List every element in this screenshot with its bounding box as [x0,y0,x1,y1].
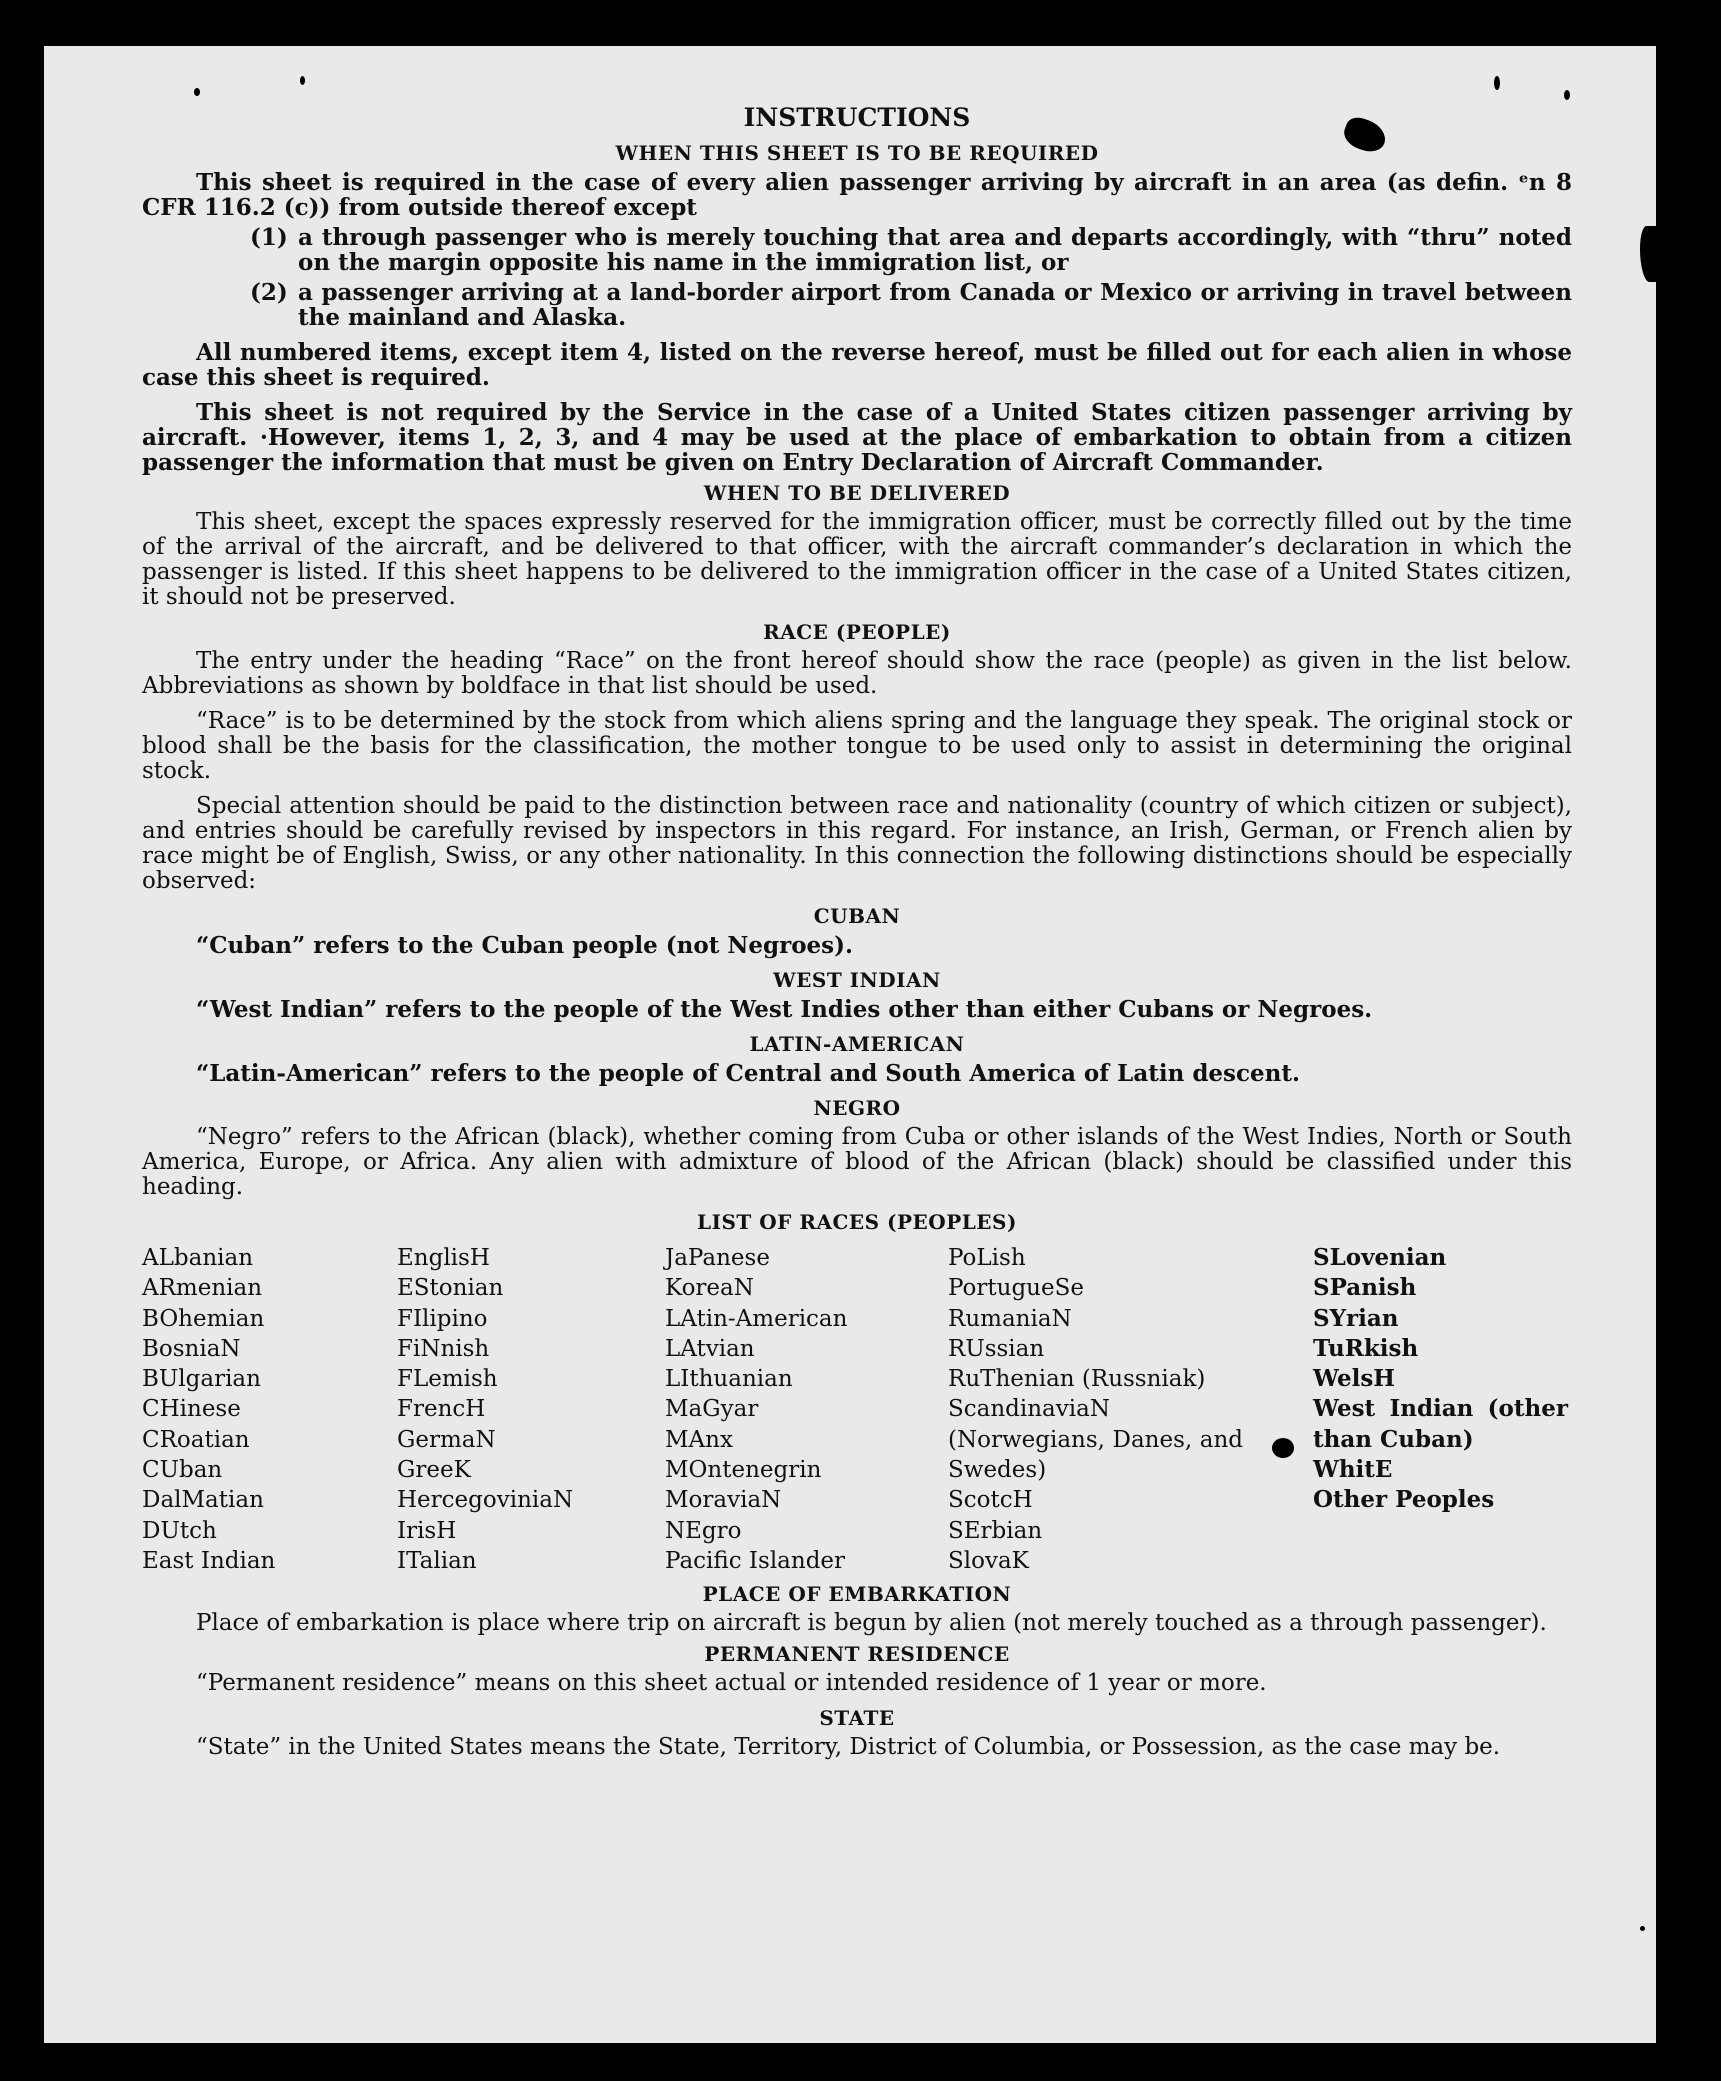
race-entry: DalMatian [142,1487,264,1514]
race-entry: MoraviaN [665,1487,782,1514]
race-entry: LAtin-American [665,1305,848,1332]
race-entry: MaGyar [665,1396,759,1423]
races-column-1 [142,1243,397,1576]
race-entry: West Indian (other than Cuban) [1313,1395,1568,1453]
section-heading-residence: PERMANENT RESIDENCE [704,1642,1010,1667]
race-para-3: Special attention should be paid to the distinction between race and nationality (country of which citizen or subject), and entries should be carefully revised by inspectors in this regard. For instance, an Irish, German, or French alien by race might be of English, Swiss, or any other nationality. In this connection the following distinctions should be especially observed: [142,793,1572,894]
exception-number: (1) [250,224,288,251]
race-entry: RumaniaN [948,1305,1072,1332]
race-entry: SYrian [1313,1304,1399,1332]
document-content [142,101,1572,1760]
section-heading-west-indian: WEST INDIAN [773,968,941,992]
required-para-citizen: This sheet is not required by the Service in the case of a United States citizen passenger arriving by aircraft. ·However, items 1, 2, 3, and 4 may be used at the place of embarkation to obtain from a citizen passenger the information that must be given on Entry Declaration of Aircraft Commander. [142,399,1572,476]
race-entry: Other Peoples [1313,1486,1495,1514]
race-entry: SLovenian [1313,1244,1447,1271]
race-entry: GreeK [397,1457,471,1484]
races-column-5 [1313,1243,1573,1576]
ink-speck [1494,76,1500,90]
race-entry: SErbian [948,1517,1043,1544]
race-para-2: “Race” is to be determined by the stock from which aliens spring and the language they speak. The original stock or blood shall be the basis for the classification, the mother tongue to be used only to assist in determining the original stock. [142,708,1572,784]
page-title: INSTRUCTIONS [743,103,971,132]
race-entry: RuThenian (Russniak) [948,1366,1206,1393]
races-column-4 [948,1243,1313,1576]
race-entry: ScandinaviaN (Norwegians, Danes, and Swedes) [948,1396,1243,1484]
race-para-1: The entry under the heading “Race” on the front hereof should show the race (people) as given in the list below. Abbreviations as shown by boldface in that list should be used. [142,648,1572,699]
exception-item [142,280,1572,330]
race-entry: MAnx [665,1426,733,1453]
race-entry: TuRkish [1313,1334,1419,1362]
race-entry: BUlgarian [142,1366,261,1393]
exception-item [142,225,1572,275]
section-heading-cuban: CUBAN [813,904,901,928]
race-entry: GermaN [397,1426,496,1453]
race-entry: FLemish [397,1366,498,1393]
section-heading-state: STATE [819,1706,895,1731]
race-entry: NEgro [665,1517,742,1544]
race-entry: JaPanese [665,1245,770,1271]
race-entry: Pacific Islander [665,1547,846,1574]
residence-text: “Permanent residence” means on this sheet actual or intended residence of 1 year or more. [196,1670,1267,1697]
section-heading-latin-american: LATIN-AMERICAN [749,1032,965,1056]
torn-edge-mark [1640,226,1656,282]
section-heading-negro: NEGRO [813,1096,901,1120]
race-entry: RUssian [948,1335,1045,1362]
race-entry: EStonian [397,1275,504,1302]
embarkation-text: Place of embarkation is place where trip on aircraft is begun by alien (not merely touched as a through passenger). [196,1610,1547,1637]
race-entry: FiNnish [397,1335,490,1362]
document-page [44,46,1656,2043]
race-entry: CUban [142,1457,223,1484]
race-entry: ITalian [397,1547,477,1574]
exception-number: (2) [250,279,288,306]
ink-speck [194,88,200,96]
west-indian-text: “West Indian” refers to the people of the West Indies other than either Cubans or Negroes. [196,996,1373,1023]
race-entry: LAtvian [665,1335,755,1362]
negro-text: “Negro” refers to the African (black), whether coming from Cuba or other islands of the West Indies, North or South America, Europe, or Africa. Any alien with admixture of blood of the African (black) should be classified under this heading. [142,1124,1572,1200]
race-entry: SlovaK [948,1547,1029,1574]
race-entry: ALbanian [142,1245,254,1271]
race-entry: FrencH [397,1396,486,1423]
race-entry: ScotcH [948,1487,1033,1514]
race-entry: FIlipino [397,1305,488,1332]
section-heading-when-delivered: WHEN TO BE DELIVERED [703,481,1011,505]
race-entry: MOntenegrin [665,1457,822,1484]
required-intro: This sheet is required in the case of every alien passenger arriving by aircraft in an area (as defin. ᵉn 8 CFR 116.2 (c)) from outside thereof except [142,169,1572,221]
race-entry: CRoatian [142,1426,250,1453]
exception-text: a through passenger who is merely touching that area and departs accordingly, with “thru” noted on the margin opposite his name in the immigration list, or [298,224,1572,276]
race-entry: IrisH [397,1517,457,1544]
delivered-text: This sheet, except the spaces expressly reserved for the immigration officer, must be correctly filled out by the time of the arrival of the aircraft, and be delivered to that officer, with the aircraft commander’s declaration in which the passenger is listed. If this sheet happens to be delivered to the immigration officer in the case of a United States citizen, it should not be preserved. [142,509,1572,610]
race-entry: HercegoviniaN [397,1487,574,1514]
ink-speck [1564,90,1570,100]
race-entry: ARmenian [142,1275,263,1302]
ink-speck [300,76,305,85]
section-heading-race: RACE (PEOPLE) [763,620,951,644]
section-heading-list-of-races: LIST OF RACES (PEOPLES) [697,1210,1017,1234]
section-heading-embarkation: PLACE OF EMBARKATION [702,1582,1012,1607]
race-entry: DUtch [142,1517,217,1544]
race-entry: KoreaN [665,1275,754,1302]
race-entry: SPanish [1313,1274,1417,1302]
cuban-text: “Cuban” refers to the Cuban people (not Negroes). [196,932,854,959]
required-para-numbered-items: All numbered items, except item 4, listed on the reverse hereof, must be filled out for each alien in whose case this sheet is required. [142,339,1572,391]
latin-american-text: “Latin-American” refers to the people of Central and South America of Latin descent. [196,1060,1300,1087]
races-column-3 [665,1243,948,1576]
race-entry: BosniaN [142,1335,241,1362]
race-entry: EnglisH [397,1245,490,1271]
state-text: “State” in the United States means the State, Territory, District of Columbia, or Possession, as the case may be. [196,1734,1501,1761]
races-list [142,1243,1572,1576]
race-entry: BOhemian [142,1305,265,1332]
race-entry: WhitE [1313,1456,1393,1484]
race-entry: WelsH [1313,1365,1396,1393]
section-heading-when-required: WHEN THIS SHEET IS TO BE REQUIRED [615,141,1099,165]
race-entry: LIthuanian [665,1366,793,1393]
race-entry: CHinese [142,1396,241,1423]
ink-speck [1640,1926,1645,1931]
exception-text: a passenger arriving at a land-border airport from Canada or Mexico or arriving in travel between the mainland and Alaska. [298,279,1572,331]
race-entry: East Indian [142,1547,276,1574]
race-entry: PortugueSe [948,1275,1084,1302]
races-column-2 [397,1243,665,1576]
race-entry: PoLish [948,1245,1026,1271]
